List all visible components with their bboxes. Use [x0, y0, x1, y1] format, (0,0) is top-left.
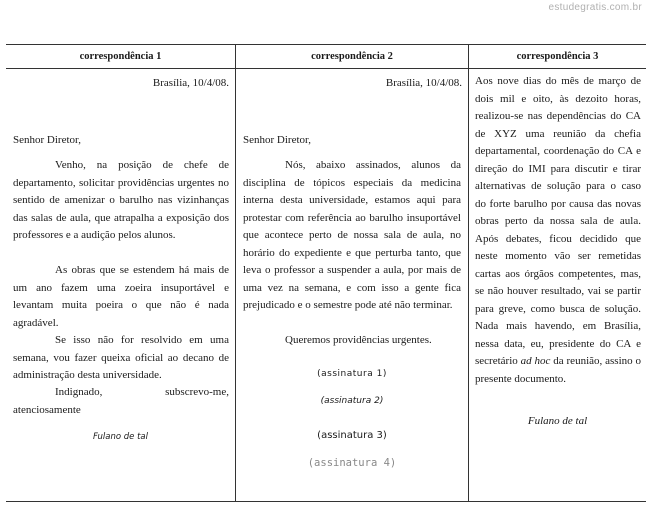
- minutes-signature: Fulano de tal: [527, 415, 588, 427]
- letter-1-closing: Indignado, subscrevo-me, atenciosamente: [13, 386, 229, 416]
- letter-1-signature: Fulano de tal: [92, 432, 149, 442]
- letter-2-date: Brasília, 10/4/08.: [385, 77, 462, 89]
- letter-2-salutation: Senhor Diretor,: [243, 134, 311, 146]
- correspondence-table: [6, 44, 646, 502]
- correspondence-1-cell: [6, 69, 236, 502]
- minutes-body: Aos nove dias do mês de março de dois mil e oito, às dezoito horas, realizou-se nas dependências do CA de XYZ uma reunião da chefia departamental, coordenação do CA e direção do IMI para discutir e tirar alternativas de solução para o caso do forte barulho por causa das novas obras perto da nossa sala de aula. Após debates, ficou decidido que neste momento vão ser remetidas cartas aos órgãos competentes, mas, se não houver resultado, vai se partir para greve, como busca de solução. Nada mais havendo, em Brasília, nessa data, eu, presidente do CA e secretário: [475, 75, 641, 367]
- correspondence-2-cell: [236, 69, 469, 502]
- signature-4: (assinatura 4): [307, 457, 397, 469]
- minutes-ad-hoc: ad hoc: [520, 355, 551, 367]
- correspondence-3-cell: [469, 69, 647, 502]
- letter-1-paragraph: Se isso não for resolvido em uma semana, vou fazer queixa oficial ao decano de administração desta universidade.: [13, 334, 229, 381]
- letter-2-paragraph: Nós, abaixo assinados, alunos da disciplina de tópicos especiais da medicina interna desta universidade, estamos aqui para protestar com referência ao barulho insuportável que acontece perto de nossa sala de aula, no horário do expediente e que perturba tanto, que leva o professor a suspender a aula, por mais de uma vez na semana, e com isso a gente fica prejudicado e o semestre pode até não terminar.: [243, 159, 461, 311]
- letter-1-salutation: Senhor Diretor,: [13, 134, 81, 146]
- minutes-ending: da reunião, assino o presente documento.: [475, 355, 641, 385]
- letter-1-paragraph: As obras que se estendem há mais de um ano fazem uma zoeira insuportável e levantam muita poeira o que não é nada agradável.: [13, 264, 229, 329]
- signature-2: (assinatura 2): [320, 396, 384, 406]
- watermark: estudegratis.com.br: [548, 2, 642, 13]
- header-correspondencia-3: correspondência 3: [469, 45, 647, 69]
- letter-1-paragraph: Venho, na posição de chefe de departamento, solicitar providências urgentes no sentido de amenizar o barulho nas vizinhanças das salas de aula, que atrapalha a exposição dos professores e a audição pelos alunos.: [13, 159, 229, 241]
- minutes-text: [475, 73, 641, 388]
- signature-3: (assinatura 3): [317, 430, 387, 441]
- letter-2-paragraph: Queremos providências urgentes.: [285, 334, 432, 346]
- letter-1-date: Brasília, 10/4/08.: [152, 77, 229, 89]
- header-correspondencia-1: correspondência 1: [6, 45, 236, 69]
- signature-1: (assinatura 1): [317, 369, 387, 379]
- header-correspondencia-2: correspondência 2: [236, 45, 469, 69]
